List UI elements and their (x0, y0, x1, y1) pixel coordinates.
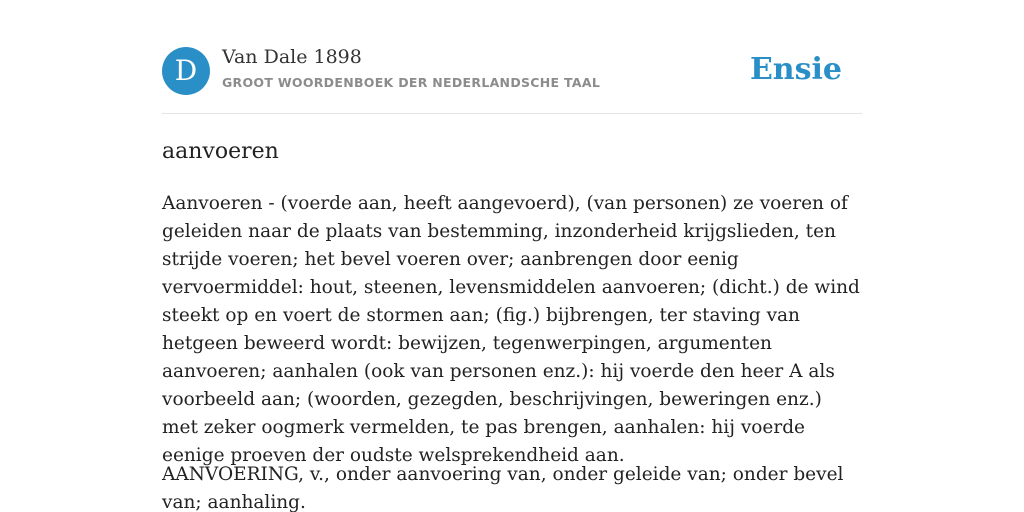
header (162, 0, 862, 114)
source-avatar[interactable]: D (162, 47, 210, 95)
headword: aanvoeren (162, 139, 279, 164)
definition-text: Aanvoeren - (voerde aan, heeft aangevoerd), (van personen) ze voeren of geleiden naar de plaats van bestemming, inzonderheid krijgslieden, ten strijde voeren; het bevel voeren over; aanbrengen door eenig vervoermiddel: hout, steenen, levensmiddelen aanvoeren; (dicht.) de wind steekt op en voert de stormen aan; (fig.) bijbrengen, ter staving van hetgeen beweerd wordt: bewijzen, tegenwerpingen, argumenten aanvoeren; aanhalen (ook van personen enz.): hij voerde den heer A als voorbeeld aan; (woorden, gezegden, beschrijvingen, beweringen enz.) met zeker oogmerk vermelden, te pas brengen, aanhalen: hij voerde eenige proeven der oudste welsprekendheid aan. (162, 193, 860, 466)
brand-logo[interactable]: Ensie (749, 52, 842, 87)
source-subtitle: GROOT WOORDENBOEK DER NEDERLANDSCHE TAAL (222, 75, 601, 90)
source-title[interactable]: Van Dale 1898 (222, 46, 362, 68)
entry-page (162, 0, 862, 512)
definition-text-secondary: AANVOERING, v., onder aanvoering van, onder geleide van; onder bevel van; aanhaling. (162, 464, 844, 512)
